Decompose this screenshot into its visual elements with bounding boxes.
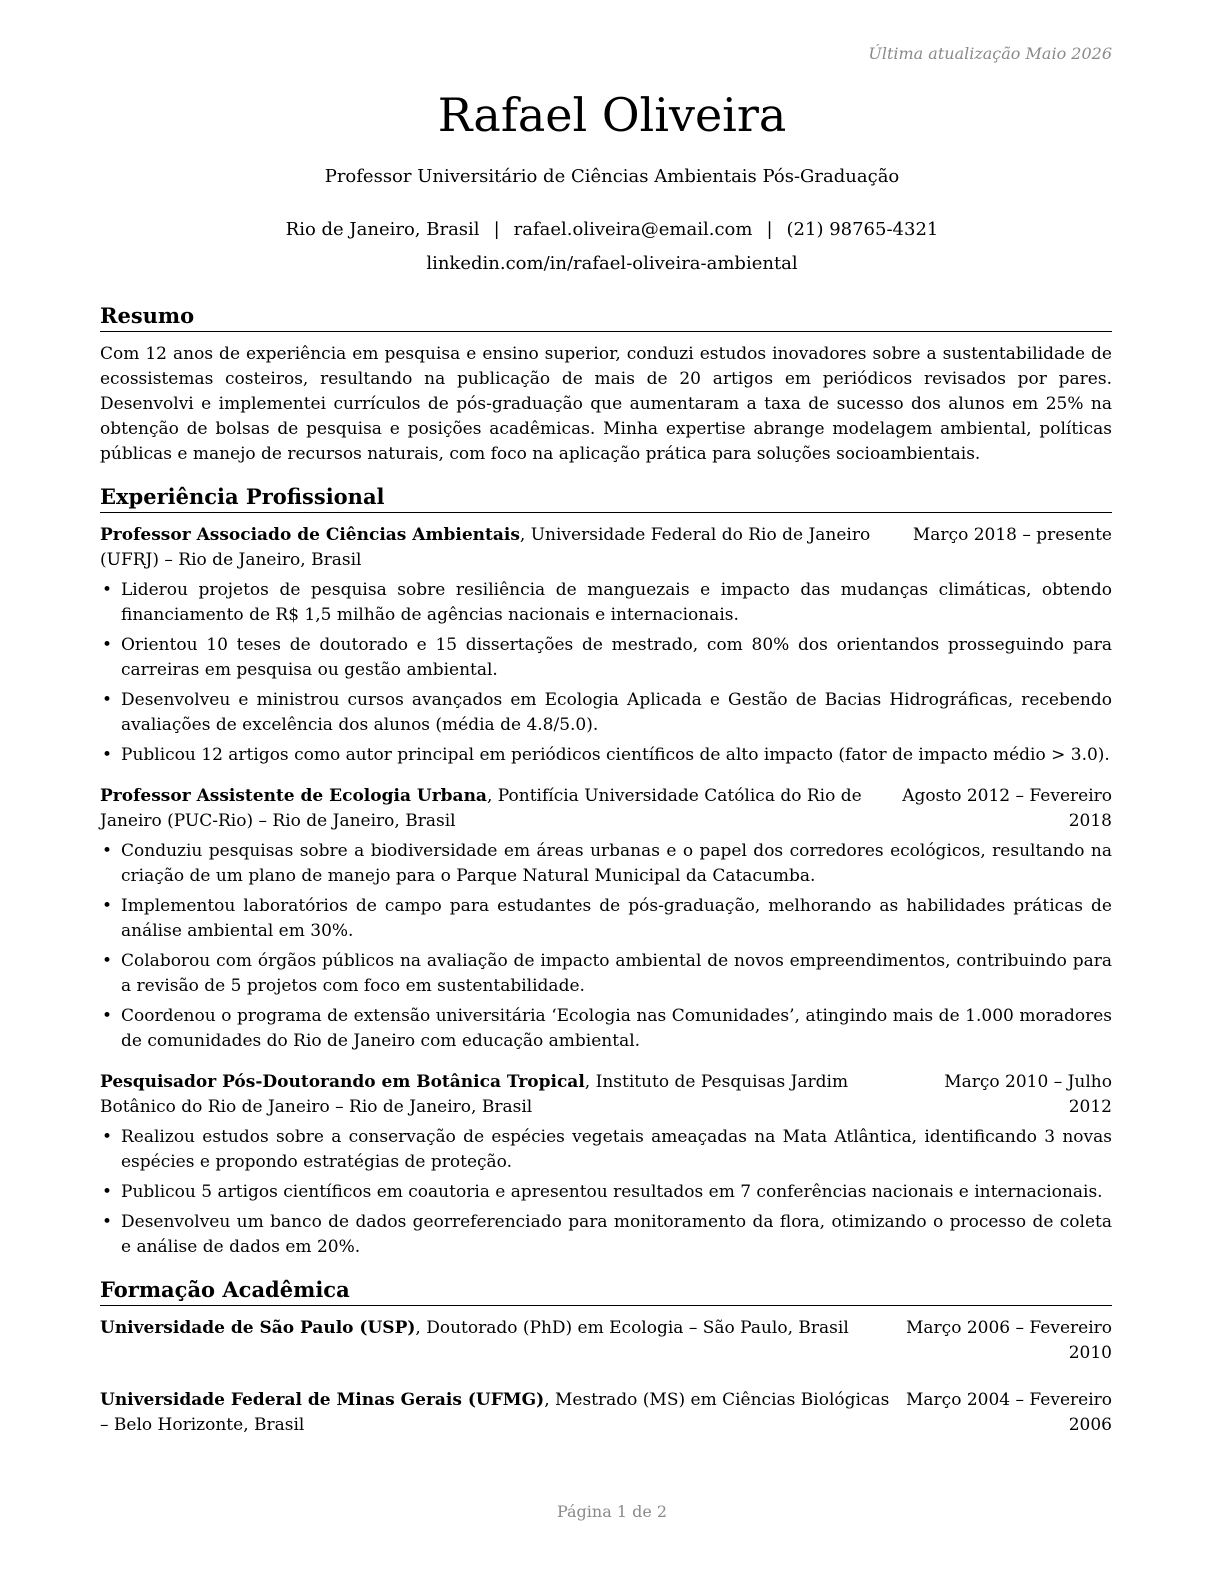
education-entry — [100, 1388, 1112, 1438]
job-bullet: • Desenvolveu e ministrou cursos avançados em Ecologia Aplicada e Gestão de Bacias Hidrográficas, recebendo avaliações de excelência dos alunos (média de 4.8/5.0). — [100, 688, 1112, 738]
contact-separator: | — [493, 219, 500, 240]
page-number: Página 1 de 2 — [556, 1502, 668, 1521]
candidate-name: Rafael Oliveira — [437, 88, 787, 142]
job-bullet: • Publicou 5 artigos científicos em coautoria e apresentou resultados em 7 conferências nacionais e internacionais. — [100, 1180, 1112, 1205]
education-dates: Março 2006 – Fevereiro 2010 — [906, 1318, 1112, 1363]
last-updated-note: Última atualização Maio 2026 — [868, 44, 1112, 63]
job-bullets — [100, 1125, 1112, 1260]
job-title-line — [100, 1070, 890, 1120]
education-school: Universidade Federal de Minas Gerais (UFMG) — [100, 1390, 545, 1410]
education-school: Universidade de São Paulo (USP) — [100, 1318, 416, 1338]
email-link[interactable]: rafael.oliveira@email.com — [513, 219, 753, 240]
experience-section — [100, 483, 1112, 1260]
job-header — [100, 523, 1112, 573]
education-line — [100, 1388, 890, 1438]
job-bullet: • Implementou laboratórios de campo para estudantes de pós-graduação, melhorando as habilidades práticas de análise ambiental em 30%. — [100, 894, 1112, 944]
education-section — [100, 1276, 1112, 1438]
job-header — [100, 784, 1112, 834]
job-role: Professor Associado de Ciências Ambientais — [100, 525, 520, 545]
job-role: Pesquisador Pós-Doutorando em Botânica Tropical — [100, 1072, 585, 1092]
education-detail: , Doutorado (PhD) em Ecologia – São Paulo, Brasil — [415, 1318, 849, 1338]
location-text: Rio de Janeiro, Brasil — [285, 219, 480, 240]
job-bullet: • Realizou estudos sobre a conservação de espécies vegetais ameaçadas na Mata Atlântica, identificando 3 novas espécies e propondo estratégias de proteção. — [100, 1125, 1112, 1175]
job-bullet: • Colaborou com órgãos públicos na avaliação de impacto ambiental de novos empreendimentos, contribuindo para a revisão de 5 projetos com foco em sustentabilidade. — [100, 949, 1112, 999]
job-bullet: • Publicou 12 artigos como autor principal em periódicos científicos de alto impacto (fator de impacto médio > 3.0). — [100, 743, 1112, 768]
section-title-education: Formação Acadêmica — [100, 1276, 1112, 1306]
job-bullet: • Orientou 10 teses de doutorado e 15 dissertações de mestrado, com 80% dos orientandos prosseguindo para carreiras em pesquisa ou gestão ambiental. — [100, 633, 1112, 683]
education-line — [100, 1316, 890, 1341]
section-title-experience: Experiência Profissional — [100, 483, 1112, 513]
contact-separator: | — [766, 219, 773, 240]
job-bullet: • Conduziu pesquisas sobre a biodiversidade em áreas urbanas e o papel dos corredores ecológicos, resultando na criação de um plano de manejo para o Parque Natural Municipal da Catacumba. — [100, 839, 1112, 889]
job-role: Professor Assistente de Ecologia Urbana — [100, 786, 487, 806]
job-organization: , Universidade Federal do Rio de Janeiro (UFRJ) – Rio de Janeiro, Brasil — [100, 525, 871, 570]
contact-line — [0, 219, 1224, 240]
job-dates: Agosto 2012 – Fevereiro 2018 — [902, 786, 1112, 831]
job-header — [100, 1070, 1112, 1120]
education-entry — [100, 1316, 1112, 1366]
phone-text: (21) 98765-4321 — [786, 219, 939, 240]
education-header — [100, 1316, 1112, 1366]
summary-text: Com 12 anos de experiência em pesquisa e ensino superior, conduzi estudos inovadores sobre a sustentabilidade de ecossistemas costeiros, resultando na publicação de mais de 20 artigos em periódicos revisados por pares. Desenvolvi e implementei currículos de pós-graduação que aumentaram a taxa de sucesso dos alunos em 25% na obtenção de bolsas de pesquisa e posições acadêmicas. Minha expertise abrange modelagem ambiental, políticas públicas e manejo de recursos naturais, com foco na aplicação prática para soluções socioambientais. — [100, 344, 1112, 464]
job-dates: Março 2018 – presente — [912, 525, 1112, 545]
job-bullets — [100, 839, 1112, 1054]
job-organization: , Instituto de Pesquisas Jardim Botânico do Rio de Janeiro – Rio de Janeiro, Brasil — [100, 1072, 849, 1117]
job-organization: , Pontifícia Universidade Católica do Rio de Janeiro (PUC-Rio) – Rio de Janeiro, Brasil — [100, 786, 862, 831]
job-entry — [100, 1070, 1112, 1260]
education-header — [100, 1388, 1112, 1438]
education-dates: Março 2004 – Fevereiro 2006 — [906, 1390, 1112, 1435]
section-title-summary: Resumo — [100, 302, 1112, 332]
job-bullet: • Liderou projetos de pesquisa sobre resiliência de manguezais e impacto das mudanças climáticas, obtendo financiamento de R$ 1,5 milhão de agências nacionais e internacionais. — [100, 578, 1112, 628]
job-title-line — [100, 523, 890, 573]
job-title-line — [100, 784, 890, 834]
job-entry — [100, 523, 1112, 768]
education-detail: , Mestrado (MS) em Ciências Biológicas – Belo Horizonte, Brasil — [100, 1390, 890, 1435]
job-entry — [100, 784, 1112, 1054]
job-bullet: • Coordenou o programa de extensão universitária ‘Ecologia nas Comunidades’, atingindo mais de 1.000 moradores de comunidades do Rio de Janeiro com educação ambiental. — [100, 1004, 1112, 1054]
job-dates: Março 2010 – Julho 2012 — [944, 1072, 1112, 1117]
summary-section — [100, 302, 1112, 467]
job-bullet: • Desenvolveu um banco de dados georreferenciado para monitoramento da flora, otimizando o processo de coleta e análise de dados em 20%. — [100, 1210, 1112, 1260]
resume-body — [100, 302, 1112, 1460]
linkedin-link[interactable]: linkedin.com/in/rafael-oliveira-ambiental — [426, 253, 798, 274]
professional-headline: Professor Universitário de Ciências Ambientais Pós-Graduação — [324, 166, 900, 187]
job-bullets — [100, 578, 1112, 768]
